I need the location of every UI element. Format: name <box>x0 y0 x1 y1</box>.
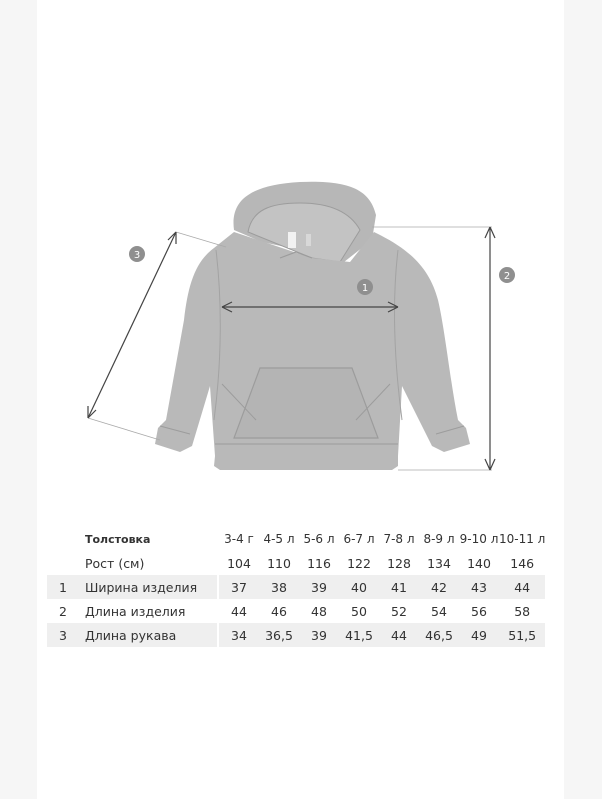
table-title: Толстовка <box>85 532 151 546</box>
table-cell: 46 <box>271 603 287 619</box>
marker-2 <box>499 267 515 283</box>
size-header-row <box>47 527 545 551</box>
table-cell: 39 <box>299 575 339 599</box>
table-cell: 56 <box>471 603 487 619</box>
marker-3-label: 3 <box>133 250 141 261</box>
table-row <box>47 599 545 623</box>
table-cell: 110 <box>267 555 291 571</box>
size-col: 4-5 л <box>263 532 295 546</box>
table-cell: 40 <box>339 575 379 599</box>
table-row <box>47 623 545 647</box>
table-cell: 39 <box>299 623 339 647</box>
size-table <box>47 527 545 647</box>
table-cell: 122 <box>347 555 371 571</box>
table-cell: 52 <box>391 603 407 619</box>
hoodie-pocket <box>234 368 378 438</box>
table-cell: 134 <box>427 555 451 571</box>
table-cell: 50 <box>351 603 367 619</box>
sleeve-guide-bottom <box>88 418 160 440</box>
row-label: Ширина изделия <box>79 575 217 599</box>
table-cell: 116 <box>307 555 331 571</box>
marker-1-label: 1 <box>361 283 369 294</box>
row-number: 1 <box>47 575 79 599</box>
row-number: 3 <box>47 623 79 647</box>
size-col: 8-9 л <box>423 532 455 546</box>
table-cell: 34 <box>219 623 259 647</box>
row-label: Рост (см) <box>85 555 145 571</box>
size-col: 6-7 л <box>343 532 375 546</box>
hoodie-chest-tag <box>306 234 311 246</box>
table-cell: 58 <box>514 603 531 619</box>
row-number: 2 <box>59 603 67 619</box>
size-col: 7-8 л <box>383 532 415 546</box>
size-col: 10-11 л <box>499 532 546 546</box>
table-cell: 46,5 <box>419 623 459 647</box>
marker-2-label: 2 <box>503 271 511 282</box>
table-cell: 44 <box>499 575 545 599</box>
table-row <box>47 575 545 599</box>
table-cell: 43 <box>459 575 499 599</box>
table-cell: 128 <box>387 555 411 571</box>
table-cell: 51,5 <box>499 623 545 647</box>
sleeve-arrow-bottom-head <box>88 406 96 418</box>
table-cell: 54 <box>431 603 447 619</box>
table-cell: 41,5 <box>339 623 379 647</box>
table-cell: 38 <box>259 575 299 599</box>
sleeve-guide-top <box>176 232 226 247</box>
table-cell: 146 <box>510 555 535 571</box>
size-col: 3-4 г <box>224 532 254 546</box>
marker-3 <box>129 246 145 262</box>
table-cell: 36,5 <box>259 623 299 647</box>
size-col: 5-6 л <box>303 532 335 546</box>
size-col: 9-10 л <box>459 532 499 546</box>
table-cell: 140 <box>467 555 491 571</box>
height-row <box>47 551 545 575</box>
table-cell: 41 <box>379 575 419 599</box>
table-cell: 37 <box>219 575 259 599</box>
hoodie-chest-label <box>288 232 296 248</box>
table-cell: 44 <box>379 623 419 647</box>
table-cell: 48 <box>311 603 327 619</box>
table-cell: 44 <box>231 603 247 619</box>
sleeve-arrow-top-head <box>168 232 176 244</box>
table-cell: 104 <box>227 555 251 571</box>
row-label: Длина рукава <box>79 623 217 647</box>
table-cell: 42 <box>419 575 459 599</box>
row-label: Длина изделия <box>85 603 186 619</box>
table-cell: 49 <box>459 623 499 647</box>
marker-1 <box>357 279 373 295</box>
